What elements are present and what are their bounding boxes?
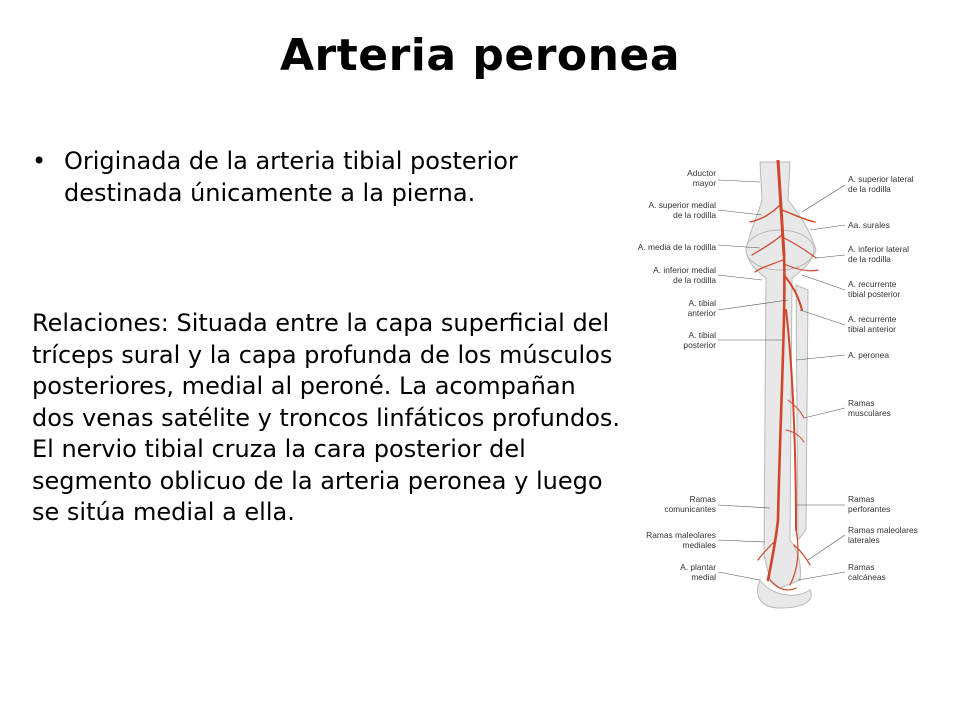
- svg-text:anterior: anterior: [687, 308, 716, 318]
- label-maleolares-laterales: Ramas maleolares: [848, 525, 918, 535]
- svg-text:musculares: musculares: [848, 408, 891, 418]
- slide-title: Arteria peronea: [279, 30, 681, 81]
- label-aductor-mayor: Aductor: [687, 168, 716, 178]
- right-labels: [848, 174, 918, 582]
- label-ramas-calcaneas: Ramas: [848, 562, 875, 572]
- svg-text:medial: medial: [691, 572, 716, 582]
- relations-paragraph: Relaciones: Situada entre la capa superficial del tríceps sural y la capa profunda de los músculos posteriores, medial al peroné. La acompañan dos venas satélite y troncos linfáticos profundos. El nervio tibial cruza la cara posterior del segmento oblicuo de la arteria peronea y luego se sitúa medial a ella.: [32, 309, 621, 526]
- svg-text:de la rodilla: de la rodilla: [848, 184, 891, 194]
- bullet-marker: •: [32, 147, 47, 175]
- svg-text:posterior: posterior: [683, 340, 716, 350]
- svg-text:de la rodilla: de la rodilla: [673, 210, 716, 220]
- label-plantar-medial: A. plantar: [680, 562, 716, 572]
- svg-text:laterales: laterales: [848, 535, 880, 545]
- svg-text:calcáneas: calcáneas: [848, 572, 886, 582]
- svg-text:perforantes: perforantes: [848, 504, 891, 514]
- label-maleolares-mediales: Ramas maleolares: [646, 530, 716, 540]
- label-surales: Aa. surales: [848, 220, 890, 230]
- svg-text:de la rodilla: de la rodilla: [673, 275, 716, 285]
- svg-text:mediales: mediales: [682, 540, 716, 550]
- label-recurrente-tibial-posterior: A. recurrente: [848, 279, 897, 289]
- label-recurrente-tibial-anterior: A. recurrente: [848, 314, 897, 324]
- label-superior-medial: A. superior medial: [648, 200, 716, 210]
- svg-text:tibial posterior: tibial posterior: [848, 289, 901, 299]
- svg-text:comunicantes: comunicantes: [664, 504, 716, 514]
- bullet-text: Originada de la arteria tibial posterior destinada únicamente a la pierna.: [64, 147, 518, 207]
- label-tibial-posterior: A. tibial: [688, 330, 716, 340]
- svg-text:mayor: mayor: [692, 178, 716, 188]
- label-peronea: A. peronea: [848, 350, 889, 360]
- label-inferior-lateral: A. inferior lateral: [848, 244, 909, 254]
- label-inferior-medial: A. inferior medial: [653, 265, 716, 275]
- label-ramas-comunicantes: Ramas: [689, 494, 716, 504]
- leg-artery-illustration: [620, 160, 920, 610]
- label-superior-lateral: A. superior lateral: [848, 174, 914, 184]
- svg-text:de la rodilla: de la rodilla: [848, 254, 891, 264]
- label-ramas-musculares: Ramas: [848, 398, 875, 408]
- svg-text:tibial anterior: tibial anterior: [848, 324, 896, 334]
- left-labels: [638, 168, 717, 582]
- bullet-item: [32, 145, 592, 209]
- label-media-rodilla: A. media de la rodilla: [637, 242, 716, 252]
- label-ramas-perforantes: Ramas: [848, 494, 875, 504]
- label-tibial-anterior: A. tibial: [688, 298, 716, 308]
